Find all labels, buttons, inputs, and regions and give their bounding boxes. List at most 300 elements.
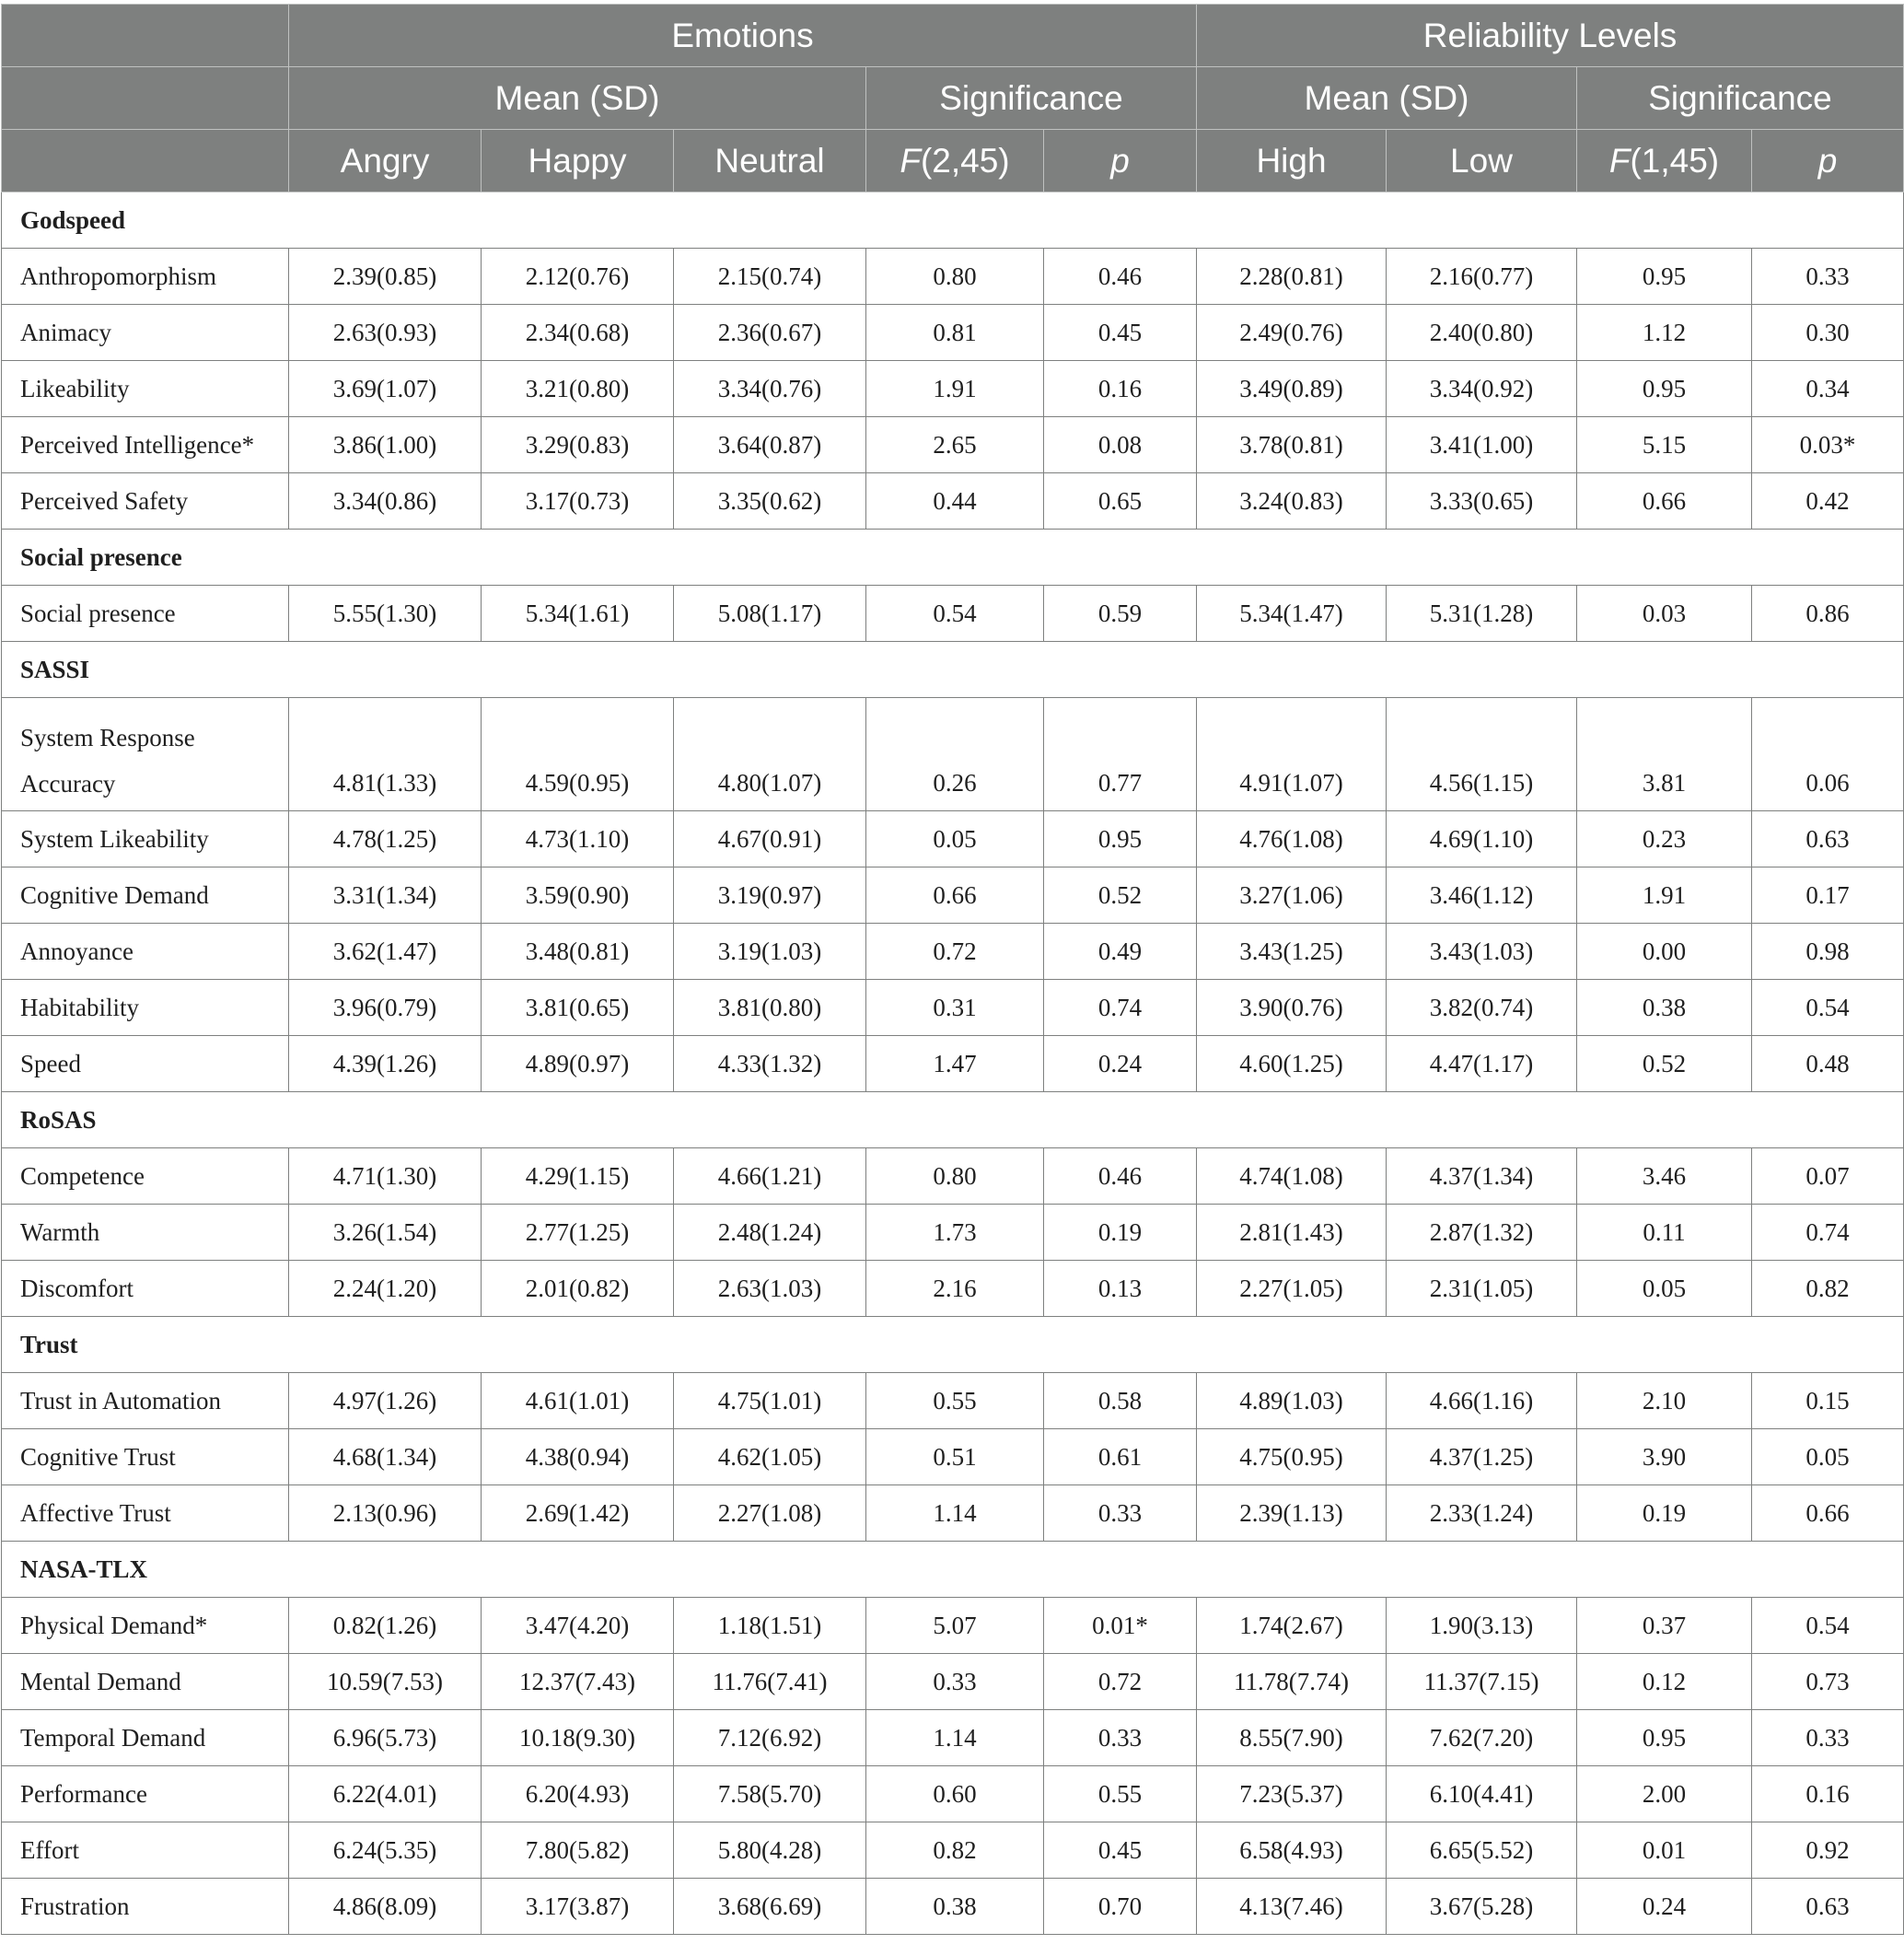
- section-row: [2, 1542, 1904, 1598]
- p-emotions-cell: 0.55: [1044, 1766, 1197, 1822]
- header-angry: Angry: [289, 130, 482, 192]
- f-emotions-cell: 1.91: [866, 361, 1044, 417]
- section-row: [2, 530, 1904, 586]
- happy-cell: 3.81(0.65): [482, 980, 674, 1036]
- f-emotions-cell: 0.55: [866, 1373, 1044, 1429]
- header-corner-2: [2, 67, 289, 130]
- p-emotions-cell: 0.59: [1044, 586, 1197, 642]
- f-reliability-cell: 0.01: [1577, 1822, 1752, 1879]
- f-emotions-cell: 0.31: [866, 980, 1044, 1036]
- high-cell: 4.74(1.08): [1197, 1148, 1387, 1205]
- row-label: Physical Demand*: [2, 1598, 289, 1654]
- happy-cell: 4.73(1.10): [482, 811, 674, 867]
- neutral-cell: 3.19(0.97): [674, 867, 866, 924]
- angry-cell: 4.97(1.26): [289, 1373, 482, 1429]
- f-emotions-cell: 1.14: [866, 1710, 1044, 1766]
- low-cell: 3.67(5.28): [1387, 1879, 1577, 1935]
- p-reliability-cell: 0.03*: [1752, 417, 1904, 473]
- header-f-reliability: [1577, 130, 1752, 192]
- table-row: [2, 1485, 1904, 1542]
- low-cell: 2.33(1.24): [1387, 1485, 1577, 1542]
- happy-cell: 2.12(0.76): [482, 249, 674, 305]
- table-row: [2, 361, 1904, 417]
- neutral-cell: 4.33(1.32): [674, 1036, 866, 1092]
- f-reliability-cell: 1.12: [1577, 305, 1752, 361]
- f-reliability-cell: 0.38: [1577, 980, 1752, 1036]
- table-row: [2, 305, 1904, 361]
- neutral-cell: 3.35(0.62): [674, 473, 866, 530]
- p-emotions-cell: 0.95: [1044, 811, 1197, 867]
- happy-cell: 4.29(1.15): [482, 1148, 674, 1205]
- p-reliability-cell: 0.63: [1752, 811, 1904, 867]
- high-cell: 5.34(1.47): [1197, 586, 1387, 642]
- f-emotions-cell: 0.81: [866, 305, 1044, 361]
- happy-cell: 5.34(1.61): [482, 586, 674, 642]
- low-cell: 2.87(1.32): [1387, 1205, 1577, 1261]
- table-row: [2, 249, 1904, 305]
- p-emotions-cell: 0.74: [1044, 980, 1197, 1036]
- happy-cell: 3.17(3.87): [482, 1879, 674, 1935]
- low-cell: 2.31(1.05): [1387, 1261, 1577, 1317]
- angry-cell: 4.68(1.34): [289, 1429, 482, 1485]
- row-label: Frustration: [2, 1879, 289, 1935]
- table-row: [2, 1373, 1904, 1429]
- section-heading: Godspeed: [2, 192, 1904, 249]
- high-cell: 4.75(0.95): [1197, 1429, 1387, 1485]
- low-cell: 2.40(0.80): [1387, 305, 1577, 361]
- p-reliability-cell: 0.82: [1752, 1261, 1904, 1317]
- f-reliability-cell: 3.90: [1577, 1429, 1752, 1485]
- row-label: Affective Trust: [2, 1485, 289, 1542]
- header-neutral: Neutral: [674, 130, 866, 192]
- happy-cell: 4.59(0.95): [482, 698, 674, 811]
- neutral-cell: 4.66(1.21): [674, 1148, 866, 1205]
- neutral-cell: 4.67(0.91): [674, 811, 866, 867]
- f-emotions-cell: 0.33: [866, 1654, 1044, 1710]
- table-row: [2, 1766, 1904, 1822]
- low-cell: 4.69(1.10): [1387, 811, 1577, 867]
- happy-cell: 3.29(0.83): [482, 417, 674, 473]
- row-label: Warmth: [2, 1205, 289, 1261]
- f-reliability-cell: 3.46: [1577, 1148, 1752, 1205]
- table-header: [2, 5, 1904, 192]
- p-emotions-cell: 0.46: [1044, 249, 1197, 305]
- p-emotions-cell: 0.77: [1044, 698, 1197, 811]
- low-cell: 4.37(1.34): [1387, 1148, 1577, 1205]
- neutral-cell: 5.08(1.17): [674, 586, 866, 642]
- f-reliability-cell: 3.81: [1577, 698, 1752, 811]
- high-cell: 4.76(1.08): [1197, 811, 1387, 867]
- f-reliability-cell: 0.37: [1577, 1598, 1752, 1654]
- header-corner-3: [2, 130, 289, 192]
- happy-cell: 3.47(4.20): [482, 1598, 674, 1654]
- neutral-cell: 2.36(0.67): [674, 305, 866, 361]
- f-emotions-cell: 1.73: [866, 1205, 1044, 1261]
- p-emotions-cell: 0.13: [1044, 1261, 1197, 1317]
- low-cell: 3.46(1.12): [1387, 867, 1577, 924]
- low-cell: 4.47(1.17): [1387, 1036, 1577, 1092]
- happy-cell: 2.69(1.42): [482, 1485, 674, 1542]
- angry-cell: 3.31(1.34): [289, 867, 482, 924]
- high-cell: 8.55(7.90): [1197, 1710, 1387, 1766]
- table-row: [2, 867, 1904, 924]
- low-cell: 11.37(7.15): [1387, 1654, 1577, 1710]
- p-reliability-cell: 0.17: [1752, 867, 1904, 924]
- happy-cell: 3.48(0.81): [482, 924, 674, 980]
- f-emotions-cell: 0.60: [866, 1766, 1044, 1822]
- high-cell: 3.78(0.81): [1197, 417, 1387, 473]
- header-row-columns: [2, 130, 1904, 192]
- row-label: Performance: [2, 1766, 289, 1822]
- f-emotions-cell: 0.82: [866, 1822, 1044, 1879]
- high-cell: 4.91(1.07): [1197, 698, 1387, 811]
- f-reliability-cell: 1.91: [1577, 867, 1752, 924]
- section-row: [2, 1092, 1904, 1148]
- header-reliability-levels: Reliability Levels: [1197, 5, 1904, 67]
- high-cell: 3.49(0.89): [1197, 361, 1387, 417]
- row-label: Perceived Safety: [2, 473, 289, 530]
- neutral-cell: 7.12(6.92): [674, 1710, 866, 1766]
- f-emotions-cell: 0.80: [866, 249, 1044, 305]
- f-emotions-cell: 1.14: [866, 1485, 1044, 1542]
- neutral-cell: 4.80(1.07): [674, 698, 866, 811]
- high-cell: 2.28(0.81): [1197, 249, 1387, 305]
- low-cell: 7.62(7.20): [1387, 1710, 1577, 1766]
- high-cell: 3.90(0.76): [1197, 980, 1387, 1036]
- row-label: Discomfort: [2, 1261, 289, 1317]
- section-heading: Social presence: [2, 530, 1904, 586]
- angry-cell: 2.13(0.96): [289, 1485, 482, 1542]
- table-row: [2, 980, 1904, 1036]
- table-row: [2, 586, 1904, 642]
- p-reliability-cell: 0.92: [1752, 1822, 1904, 1879]
- row-label: System Likeability: [2, 811, 289, 867]
- p-emotions-cell: 0.58: [1044, 1373, 1197, 1429]
- p-emotions-cell: 0.72: [1044, 1654, 1197, 1710]
- neutral-cell: 4.75(1.01): [674, 1373, 866, 1429]
- happy-cell: 3.59(0.90): [482, 867, 674, 924]
- neutral-cell: 2.15(0.74): [674, 249, 866, 305]
- row-label: Speed: [2, 1036, 289, 1092]
- angry-cell: 6.24(5.35): [289, 1822, 482, 1879]
- section-heading: NASA-TLX: [2, 1542, 1904, 1598]
- f-reliability-cell: 5.15: [1577, 417, 1752, 473]
- p-reliability-cell: 0.42: [1752, 473, 1904, 530]
- neutral-cell: 2.27(1.08): [674, 1485, 866, 1542]
- neutral-cell: 3.68(6.69): [674, 1879, 866, 1935]
- low-cell: 1.90(3.13): [1387, 1598, 1577, 1654]
- table-row: [2, 1710, 1904, 1766]
- neutral-cell: 3.34(0.76): [674, 361, 866, 417]
- angry-cell: 2.63(0.93): [289, 305, 482, 361]
- low-cell: 3.33(0.65): [1387, 473, 1577, 530]
- neutral-cell: 2.48(1.24): [674, 1205, 866, 1261]
- f-reliability-cell: 0.95: [1577, 1710, 1752, 1766]
- row-label: Mental Demand: [2, 1654, 289, 1710]
- header-reliability-significance: Significance: [1577, 67, 1904, 130]
- section-heading: Trust: [2, 1317, 1904, 1373]
- row-label: Competence: [2, 1148, 289, 1205]
- f-reliability-cell: 0.23: [1577, 811, 1752, 867]
- p-reliability-cell: 0.63: [1752, 1879, 1904, 1935]
- f-reliability-cell: 2.10: [1577, 1373, 1752, 1429]
- table-row: [2, 1429, 1904, 1485]
- p-reliability-cell: 0.33: [1752, 249, 1904, 305]
- p-emotions-cell: 0.33: [1044, 1710, 1197, 1766]
- table-row: [2, 1598, 1904, 1654]
- row-label: Habitability: [2, 980, 289, 1036]
- neutral-cell: 3.81(0.80): [674, 980, 866, 1036]
- happy-cell: 3.21(0.80): [482, 361, 674, 417]
- f-emotions-cell: 2.16: [866, 1261, 1044, 1317]
- low-cell: 6.65(5.52): [1387, 1822, 1577, 1879]
- happy-cell: 10.18(9.30): [482, 1710, 674, 1766]
- p-emotions-cell: 0.24: [1044, 1036, 1197, 1092]
- happy-cell: 12.37(7.43): [482, 1654, 674, 1710]
- high-cell: 3.43(1.25): [1197, 924, 1387, 980]
- row-label: Temporal Demand: [2, 1710, 289, 1766]
- row-label: Effort: [2, 1822, 289, 1879]
- header-low: Low: [1387, 130, 1577, 192]
- f-emotions-cell: 0.51: [866, 1429, 1044, 1485]
- happy-cell: 2.77(1.25): [482, 1205, 674, 1261]
- p-emotions-cell: 0.45: [1044, 1822, 1197, 1879]
- p-reliability-cell: 0.73: [1752, 1654, 1904, 1710]
- header-row-groups: [2, 5, 1904, 67]
- low-cell: 5.31(1.28): [1387, 586, 1577, 642]
- f-emotions-cell: 0.80: [866, 1148, 1044, 1205]
- happy-cell: 4.89(0.97): [482, 1036, 674, 1092]
- angry-cell: 3.86(1.00): [289, 417, 482, 473]
- f-emotions-cell: 1.47: [866, 1036, 1044, 1092]
- header-corner: [2, 5, 289, 67]
- angry-cell: 4.81(1.33): [289, 698, 482, 811]
- low-cell: 4.66(1.16): [1387, 1373, 1577, 1429]
- header-emotions-mean-sd: Mean (SD): [289, 67, 866, 130]
- p-emotions-cell: 0.16: [1044, 361, 1197, 417]
- p-reliability-cell: 0.07: [1752, 1148, 1904, 1205]
- table-row: [2, 924, 1904, 980]
- p-reliability-cell: 0.54: [1752, 1598, 1904, 1654]
- angry-cell: 6.96(5.73): [289, 1710, 482, 1766]
- happy-cell: 6.20(4.93): [482, 1766, 674, 1822]
- f-emotions-cell: 0.72: [866, 924, 1044, 980]
- row-label: Cognitive Trust: [2, 1429, 289, 1485]
- f-reliability-cell: 0.95: [1577, 249, 1752, 305]
- table-row: [2, 1879, 1904, 1935]
- table-row: [2, 417, 1904, 473]
- p-emotions-cell: 0.65: [1044, 473, 1197, 530]
- section-heading: SASSI: [2, 642, 1904, 698]
- angry-cell: 6.22(4.01): [289, 1766, 482, 1822]
- p-emotions-cell: 0.46: [1044, 1148, 1197, 1205]
- p-emotions-cell: 0.01*: [1044, 1598, 1197, 1654]
- happy-cell: 2.01(0.82): [482, 1261, 674, 1317]
- f-emotions-cell: 0.26: [866, 698, 1044, 811]
- row-label: Cognitive Demand: [2, 867, 289, 924]
- high-cell: 3.24(0.83): [1197, 473, 1387, 530]
- happy-cell: 7.80(5.82): [482, 1822, 674, 1879]
- p-reliability-cell: 0.74: [1752, 1205, 1904, 1261]
- row-label: Anthropomorphism: [2, 249, 289, 305]
- p-emotions-cell: 0.45: [1044, 305, 1197, 361]
- neutral-cell: 2.63(1.03): [674, 1261, 866, 1317]
- neutral-cell: 1.18(1.51): [674, 1598, 866, 1654]
- low-cell: 2.16(0.77): [1387, 249, 1577, 305]
- p-reliability-cell: 0.30: [1752, 305, 1904, 361]
- p-emotions-cell: 0.61: [1044, 1429, 1197, 1485]
- angry-cell: 10.59(7.53): [289, 1654, 482, 1710]
- angry-cell: 3.69(1.07): [289, 361, 482, 417]
- table-row: [2, 1205, 1904, 1261]
- f-emotions-cell: 0.66: [866, 867, 1044, 924]
- f-reliability-cell: 0.52: [1577, 1036, 1752, 1092]
- neutral-cell: 4.62(1.05): [674, 1429, 866, 1485]
- p-reliability-cell: 0.15: [1752, 1373, 1904, 1429]
- row-label: Animacy: [2, 305, 289, 361]
- p-reliability-cell: 0.86: [1752, 586, 1904, 642]
- high-cell: 1.74(2.67): [1197, 1598, 1387, 1654]
- row-label: [2, 698, 289, 811]
- f-reliability-cell: 0.66: [1577, 473, 1752, 530]
- angry-cell: 4.39(1.26): [289, 1036, 482, 1092]
- header-row-subgroups: [2, 67, 1904, 130]
- row-label: Likeability: [2, 361, 289, 417]
- high-cell: 4.60(1.25): [1197, 1036, 1387, 1092]
- angry-cell: 2.39(0.85): [289, 249, 482, 305]
- header-f-emotions: [866, 130, 1044, 192]
- f-emotions-cell: 2.65: [866, 417, 1044, 473]
- p-emotions-cell: 0.70: [1044, 1879, 1197, 1935]
- f-emotions-cell: 5.07: [866, 1598, 1044, 1654]
- header-emotions-significance: Significance: [866, 67, 1197, 130]
- low-cell: 3.82(0.74): [1387, 980, 1577, 1036]
- p-reliability-cell: 0.33: [1752, 1710, 1904, 1766]
- angry-cell: 5.55(1.30): [289, 586, 482, 642]
- f-reliability-cell: 0.11: [1577, 1205, 1752, 1261]
- f-emotions-cell: 0.05: [866, 811, 1044, 867]
- p-reliability-cell: 0.05: [1752, 1429, 1904, 1485]
- neutral-cell: 11.76(7.41): [674, 1654, 866, 1710]
- high-cell: 2.81(1.43): [1197, 1205, 1387, 1261]
- low-cell: 3.34(0.92): [1387, 361, 1577, 417]
- neutral-cell: 7.58(5.70): [674, 1766, 866, 1822]
- section-row: [2, 192, 1904, 249]
- row-label: Perceived Intelligence*: [2, 417, 289, 473]
- high-cell: 11.78(7.74): [1197, 1654, 1387, 1710]
- table-row: [2, 473, 1904, 530]
- neutral-cell: 5.80(4.28): [674, 1822, 866, 1879]
- neutral-cell: 3.64(0.87): [674, 417, 866, 473]
- table-body: [2, 192, 1904, 1935]
- happy-cell: 3.17(0.73): [482, 473, 674, 530]
- neutral-cell: 3.19(1.03): [674, 924, 866, 980]
- section-heading: RoSAS: [2, 1092, 1904, 1148]
- happy-cell: 2.34(0.68): [482, 305, 674, 361]
- p-reliability-cell: 0.66: [1752, 1485, 1904, 1542]
- p-emotions-cell: 0.52: [1044, 867, 1197, 924]
- happy-cell: 4.38(0.94): [482, 1429, 674, 1485]
- table-row: [2, 1822, 1904, 1879]
- angry-cell: 4.78(1.25): [289, 811, 482, 867]
- f-reliability-cell: 0.24: [1577, 1879, 1752, 1935]
- angry-cell: 3.96(0.79): [289, 980, 482, 1036]
- header-emotions: Emotions: [289, 5, 1197, 67]
- low-cell: 3.43(1.03): [1387, 924, 1577, 980]
- table-row: [2, 698, 1904, 811]
- header-p-reliability: p: [1752, 130, 1904, 192]
- p-reliability-cell: 0.98: [1752, 924, 1904, 980]
- high-cell: 4.89(1.03): [1197, 1373, 1387, 1429]
- angry-cell: 3.34(0.86): [289, 473, 482, 530]
- low-cell: 4.37(1.25): [1387, 1429, 1577, 1485]
- high-cell: 2.27(1.05): [1197, 1261, 1387, 1317]
- high-cell: 7.23(5.37): [1197, 1766, 1387, 1822]
- table-row: [2, 1148, 1904, 1205]
- p-emotions-cell: 0.49: [1044, 924, 1197, 980]
- f-reliability-cell: 0.00: [1577, 924, 1752, 980]
- f-reliability-cell: 0.19: [1577, 1485, 1752, 1542]
- row-label-line: System Response: [20, 724, 195, 751]
- high-cell: 2.39(1.13): [1197, 1485, 1387, 1542]
- row-label: Trust in Automation: [2, 1373, 289, 1429]
- f-emotions-cell: 0.38: [866, 1879, 1044, 1935]
- section-row: [2, 1317, 1904, 1373]
- row-label: Social presence: [2, 586, 289, 642]
- header-f-reliability-letter: F: [1608, 141, 1631, 180]
- f-reliability-cell: 2.00: [1577, 1766, 1752, 1822]
- p-emotions-cell: 0.19: [1044, 1205, 1197, 1261]
- row-label-line: Accuracy: [20, 770, 116, 798]
- angry-cell: 4.71(1.30): [289, 1148, 482, 1205]
- p-reliability-cell: 0.16: [1752, 1766, 1904, 1822]
- header-reliability-mean-sd: Mean (SD): [1197, 67, 1577, 130]
- section-row: [2, 642, 1904, 698]
- low-cell: 3.41(1.00): [1387, 417, 1577, 473]
- row-label: Annoyance: [2, 924, 289, 980]
- results-table: [1, 4, 1904, 1935]
- header-p-emotions: p: [1044, 130, 1197, 192]
- header-f-emotions-df: (2,45): [920, 141, 1010, 180]
- f-reliability-cell: 0.95: [1577, 361, 1752, 417]
- f-emotions-cell: 0.44: [866, 473, 1044, 530]
- table-row: [2, 1261, 1904, 1317]
- high-cell: 2.49(0.76): [1197, 305, 1387, 361]
- angry-cell: 3.62(1.47): [289, 924, 482, 980]
- f-reliability-cell: 0.05: [1577, 1261, 1752, 1317]
- table-row: [2, 1654, 1904, 1710]
- low-cell: 6.10(4.41): [1387, 1766, 1577, 1822]
- high-cell: 3.27(1.06): [1197, 867, 1387, 924]
- header-happy: Happy: [482, 130, 674, 192]
- angry-cell: 3.26(1.54): [289, 1205, 482, 1261]
- low-cell: 4.56(1.15): [1387, 698, 1577, 811]
- header-f-emotions-letter: F: [900, 141, 921, 180]
- f-reliability-cell: 0.03: [1577, 586, 1752, 642]
- header-high: High: [1197, 130, 1387, 192]
- f-emotions-cell: 0.54: [866, 586, 1044, 642]
- f-reliability-cell: 0.12: [1577, 1654, 1752, 1710]
- angry-cell: 4.86(8.09): [289, 1879, 482, 1935]
- angry-cell: 0.82(1.26): [289, 1598, 482, 1654]
- table-row: [2, 1036, 1904, 1092]
- p-reliability-cell: 0.54: [1752, 980, 1904, 1036]
- p-emotions-cell: 0.08: [1044, 417, 1197, 473]
- high-cell: 6.58(4.93): [1197, 1822, 1387, 1879]
- p-emotions-cell: 0.33: [1044, 1485, 1197, 1542]
- p-reliability-cell: 0.06: [1752, 698, 1904, 811]
- p-reliability-cell: 0.34: [1752, 361, 1904, 417]
